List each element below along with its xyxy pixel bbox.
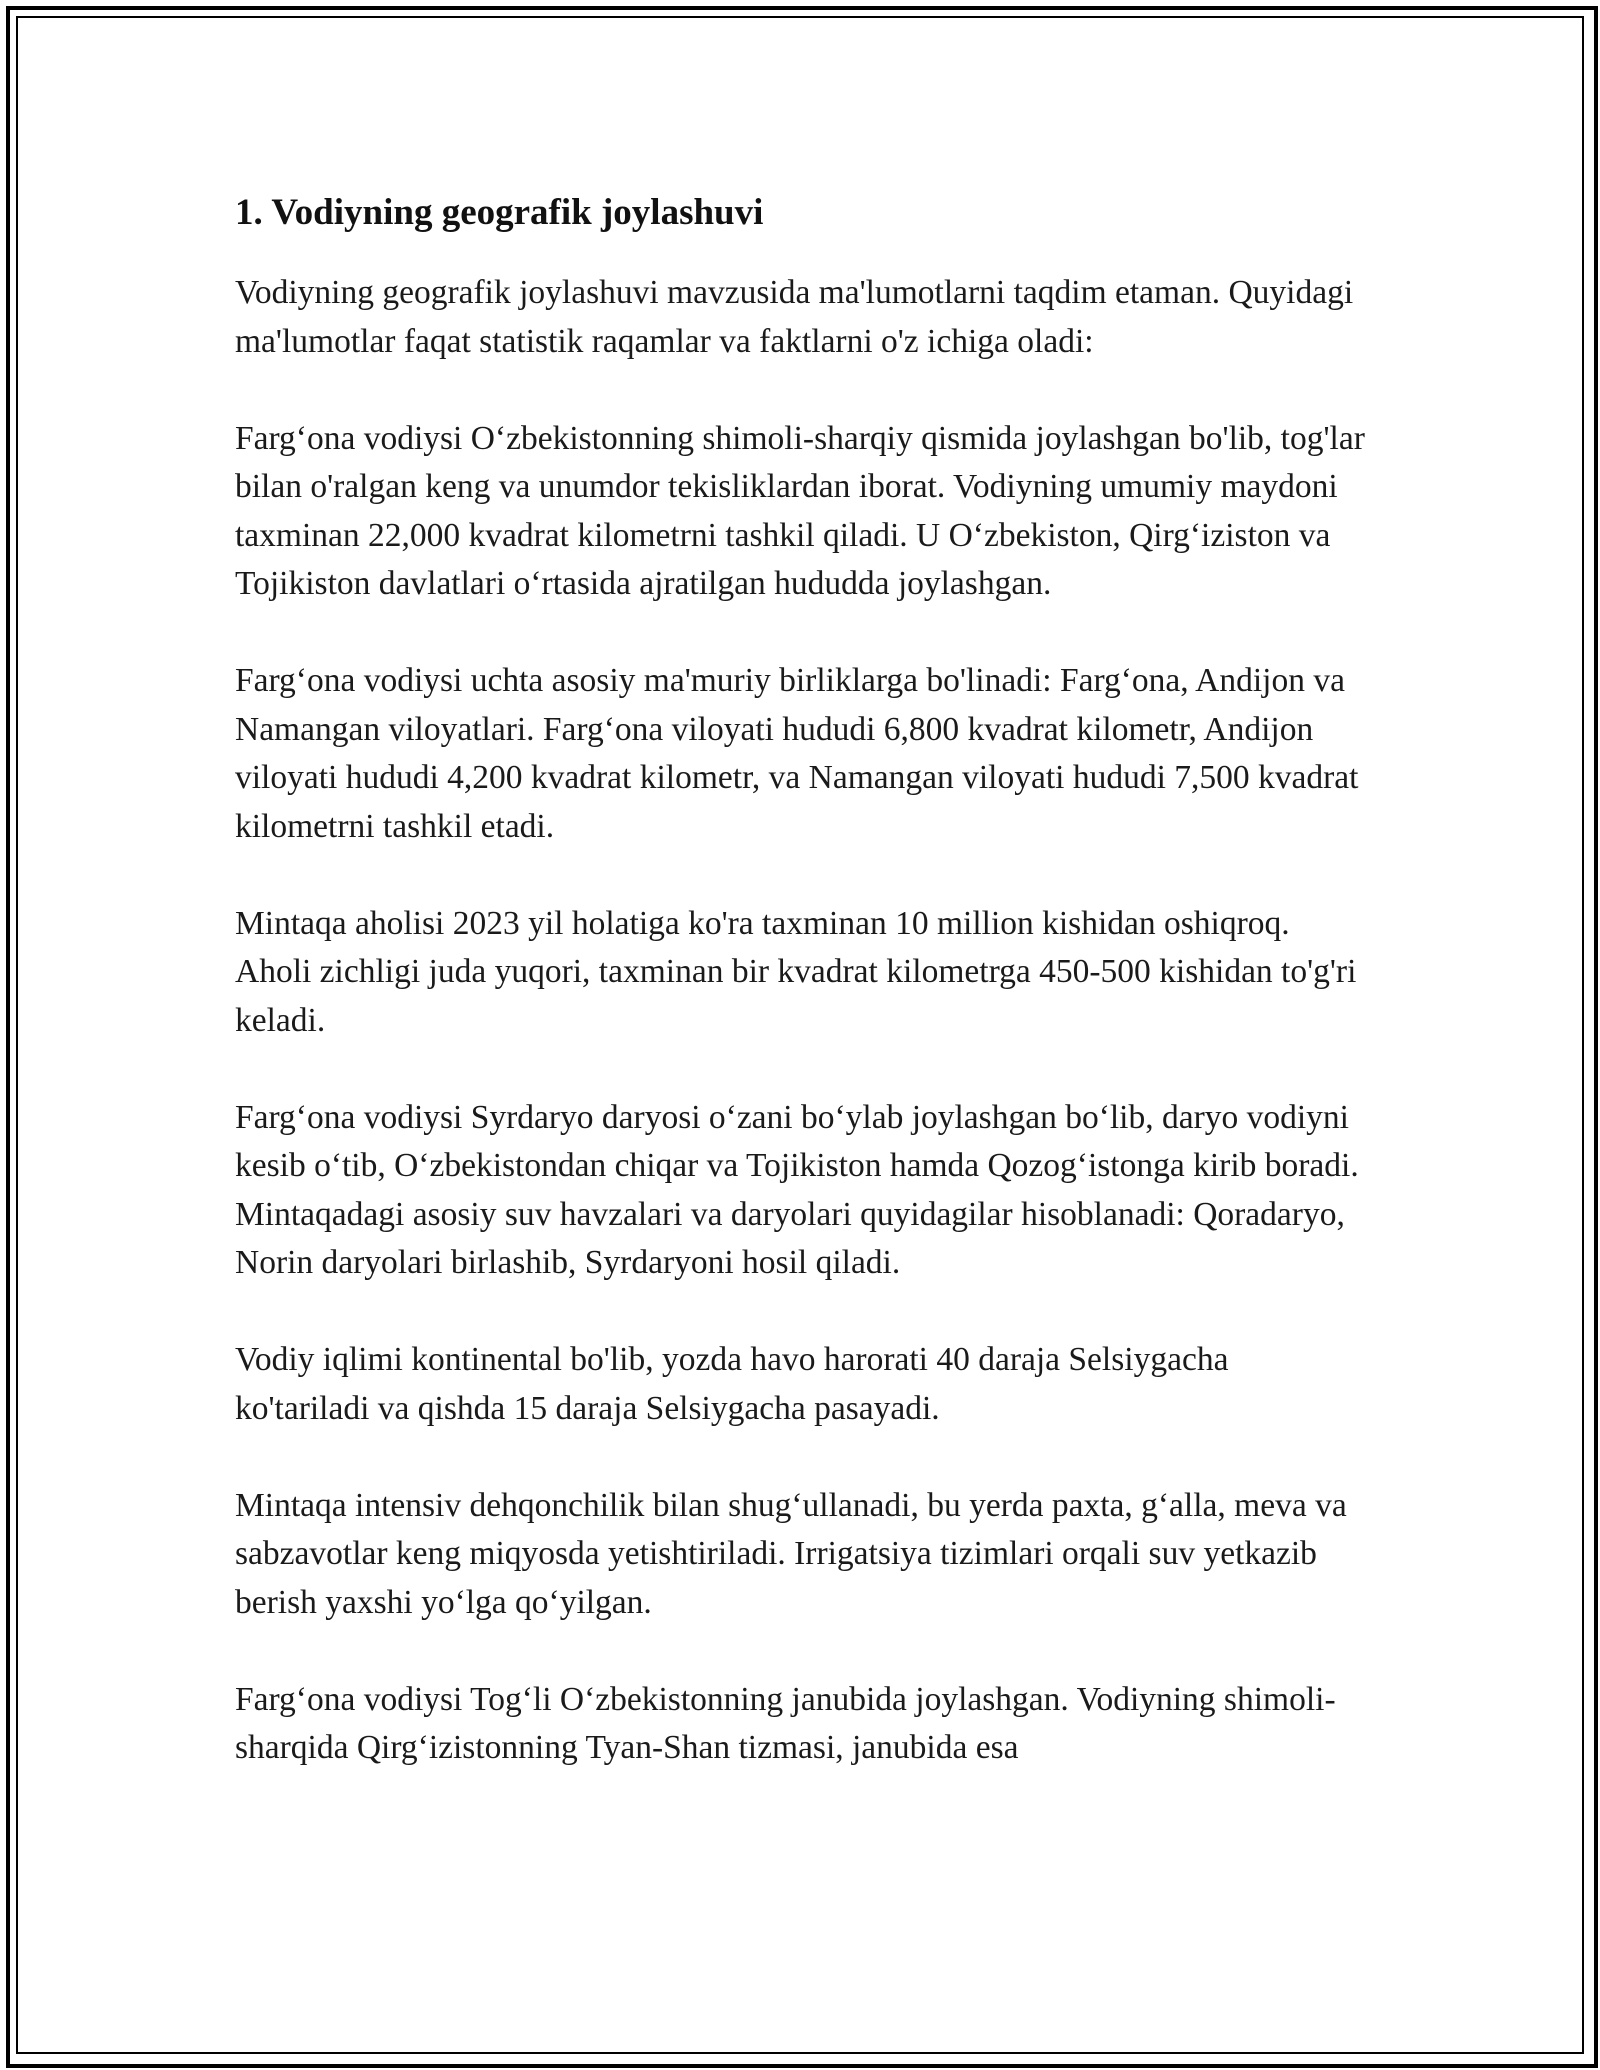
section-heading: 1. Vodiyning geografik joylashuvi: [235, 192, 764, 233]
population-paragraph: Mintaqa aholisi 2023 yil holatiga ko'ra taxminan 10 million kishidan oshiqroq. Aholi zichligi juda yuqori, taxminan bir kvadrat kilometrga 450-500 kishidan to'g'ri keladi.: [235, 904, 1357, 1039]
climate-paragraph: Vodiy iqlimi kontinental bo'lib, yozda havo harorati 40 daraja Selsiygacha ko'tariladi va qishda 15 daraja Selsiygacha pasayadi.: [235, 1341, 1229, 1427]
document-body: [235, 185, 1365, 1821]
intro-paragraph: Vodiyning geografik joylashuvi mavzusida ma'lumotlarni taqdim etaman. Quyidagi ma'lumotlar faqat statistik raqamlar va faktlarni o'z ichiga oladi:: [235, 274, 1354, 360]
administrative-paragraph: Farg‘ona vodiysi uchta asosiy ma'muriy birliklarga bo'linadi: Farg‘ona, Andijon va Namangan viloyatlari. Farg‘ona viloyati hududi 6,800 kvadrat kilometr, Andijon viloyati hududi 4,200 kvadrat kilometr, va Namangan viloyati hududi 7,500 kvadrat kilometrni tashkil etadi.: [235, 662, 1359, 845]
agriculture-paragraph: Mintaqa intensiv dehqonchilik bilan shug‘ullanadi, bu yerda paxta, g‘alla, meva va sabzavotlar keng miqyosda yetishtiriladi. Irrigatsiya tizimlari orqali suv yetkazib berish yaxshi yo‘lga qo‘yilgan.: [235, 1486, 1347, 1621]
location-paragraph: Farg‘ona vodiysi O‘zbekistonning shimoli-sharqiy qismida joylashgan bo'lib, tog'lar bilan o'ralgan keng va unumdor tekisliklardan iborat. Vodiyning umumiy maydoni taxminan 22,000 kvadrat kilometrni tashkil qiladi. U O‘zbekiston, Qirg‘iziston va Tojikiston davlatlari o‘rtasida ajratilgan hududda joylashgan.: [235, 419, 1365, 602]
mountains-paragraph: Farg‘ona vodiysi Tog‘li O‘zbekistonning janubida joylashgan. Vodiyning shimoli-sharqida Qirg‘izistonning Tyan-Shan tizmasi, janubida esa: [235, 1680, 1336, 1766]
rivers-paragraph: Farg‘ona vodiysi Syrdaryo daryosi o‘zani bo‘ylab joylashgan bo‘lib, daryo vodiyni kesib o‘tib, O‘zbekistondan chiqar va Tojikiston hamda Qozog‘istonga kirib boradi. Mintaqadagi asosiy suv havzalari va daryolari quyidagilar hisoblanadi: Qoradaryo, Norin daryolari birlashib, Syrdaryoni hosil qiladi.: [235, 1098, 1359, 1281]
